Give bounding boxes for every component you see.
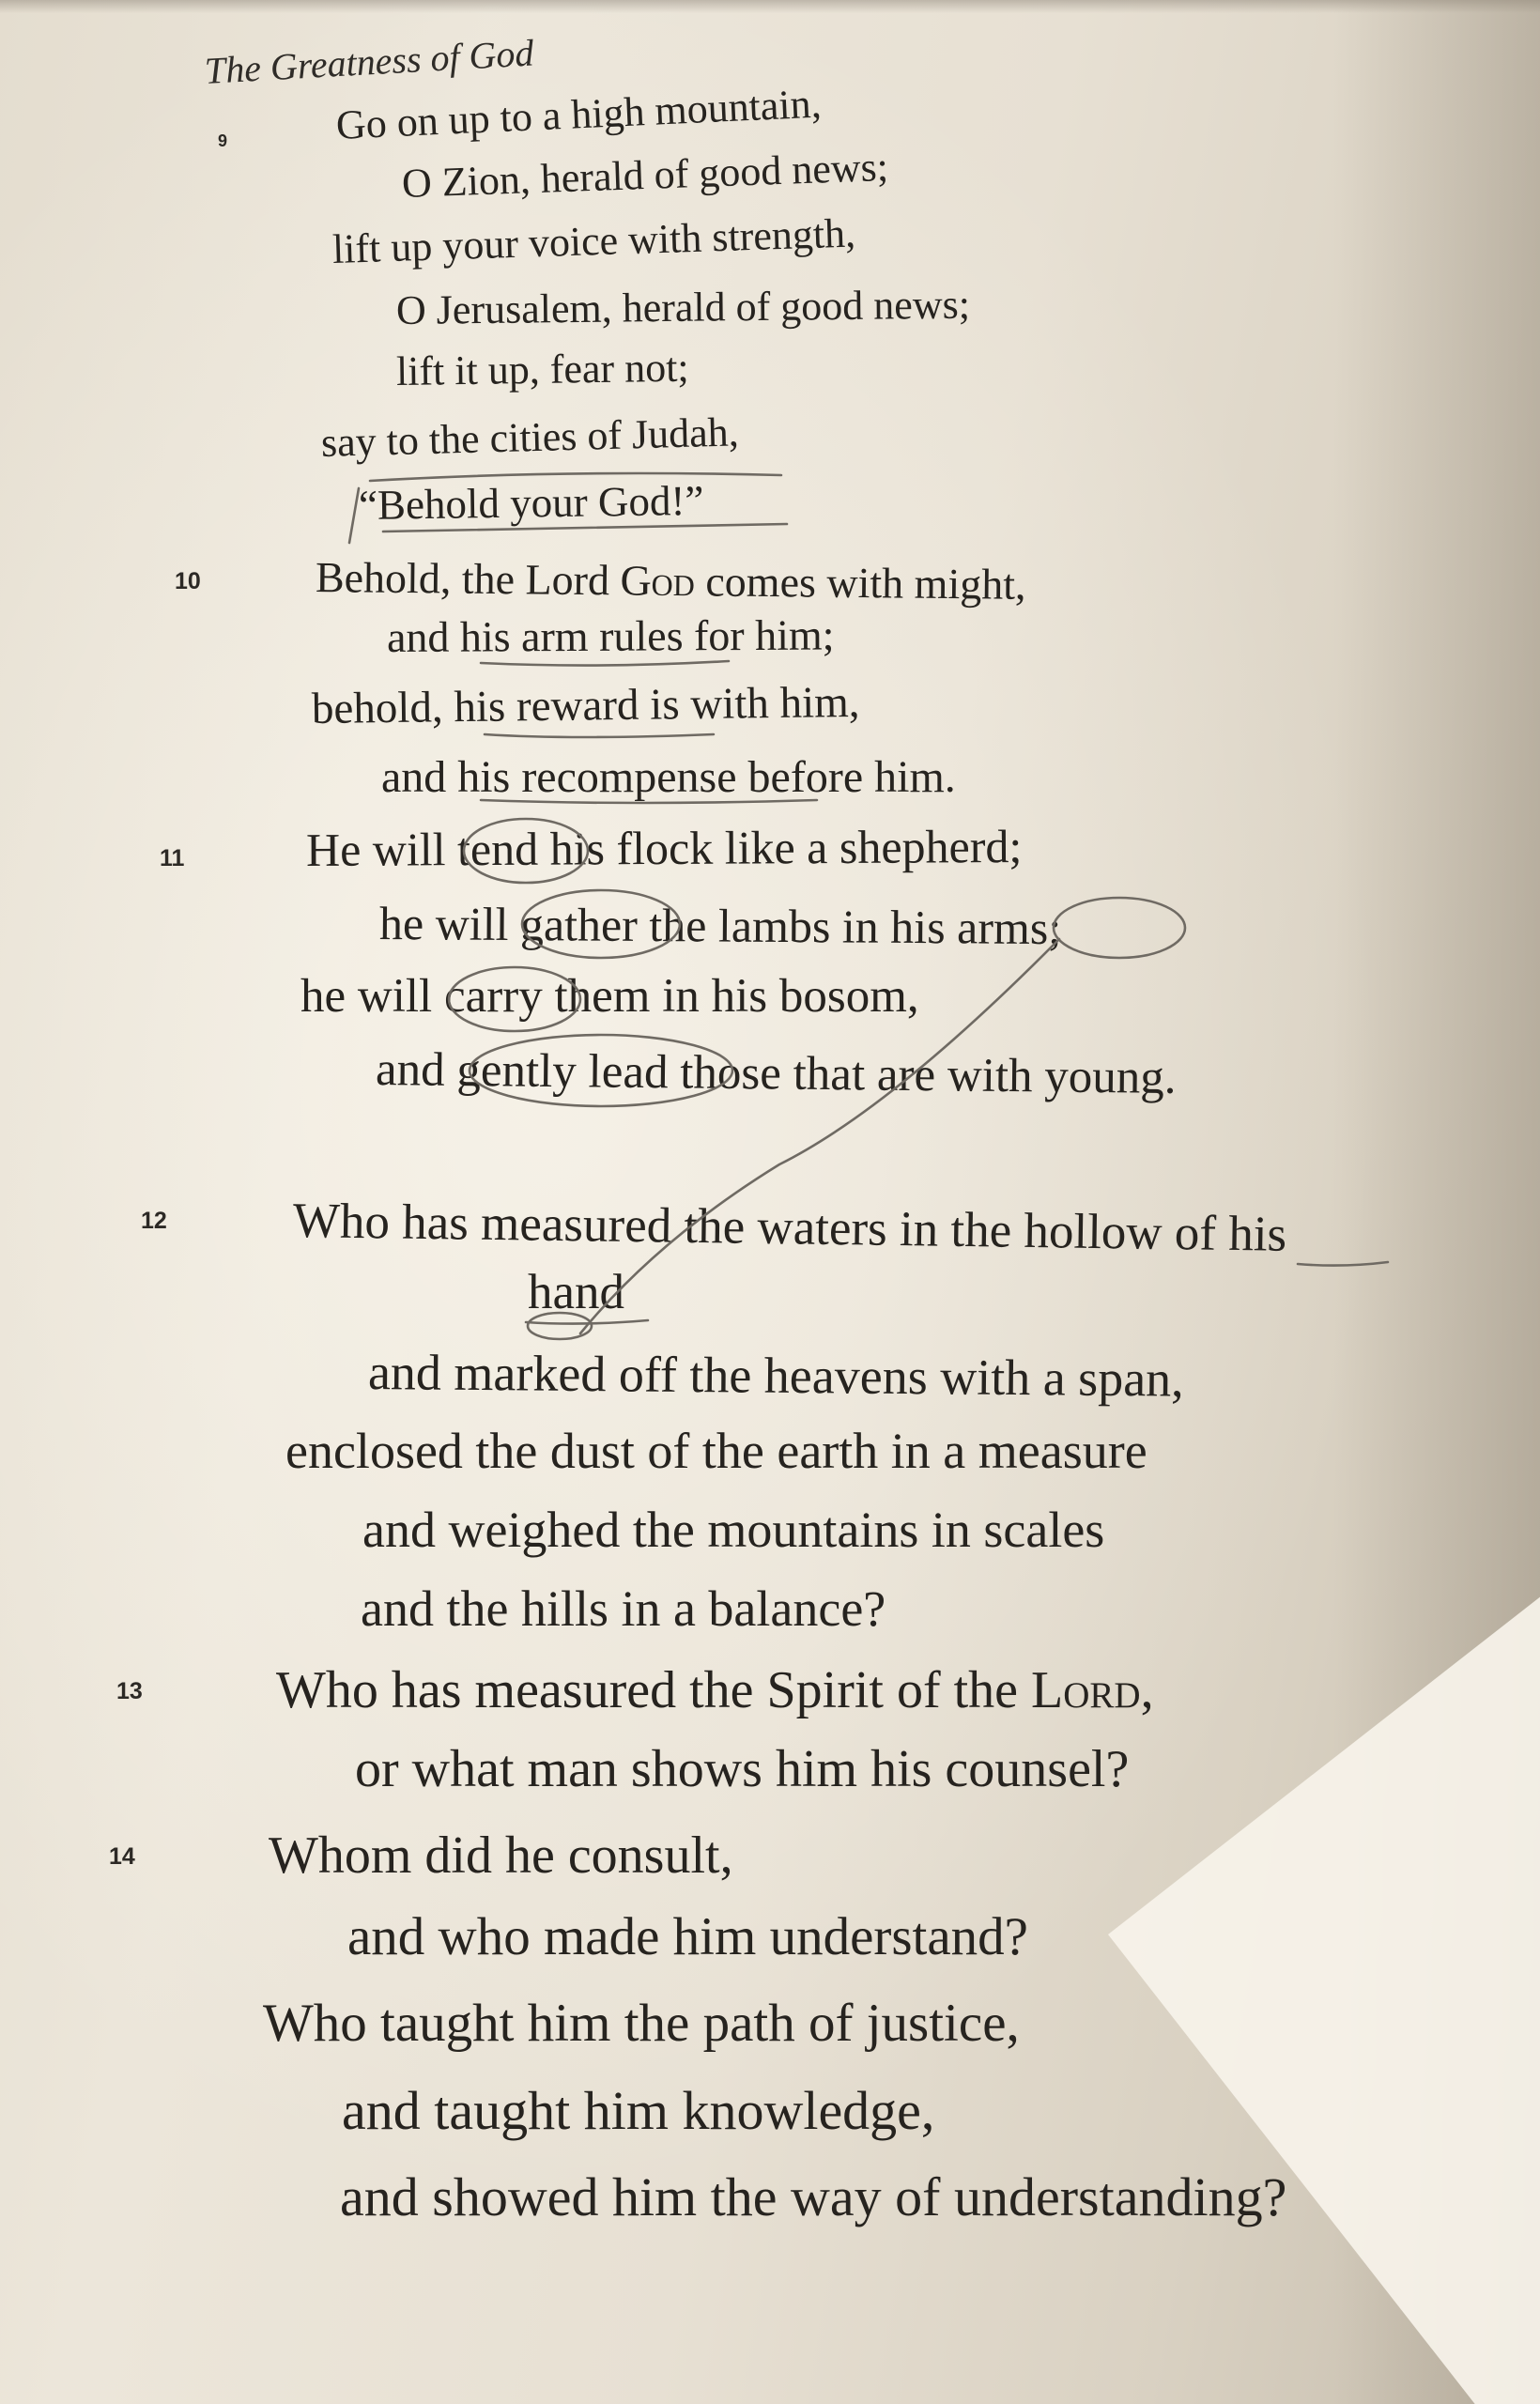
verse-line: hand — [528, 1265, 625, 1319]
verse-number-9: 9 — [218, 131, 228, 150]
divine-name: God — [620, 556, 696, 606]
verse-line: O Jerusalem, herald of good news; — [395, 281, 971, 333]
verse-line: and showed him the way of understanding? — [340, 2166, 1287, 2227]
pencil-underline — [485, 734, 714, 737]
verse-line: lift up your voice with strength, — [331, 209, 856, 272]
verse-line: O Zion, herald of good news; — [401, 143, 889, 207]
verse-line: Who has measured the waters in the hollow of his — [292, 1194, 1287, 1262]
verse-number-12: 12 — [141, 1208, 167, 1234]
verse-line: and taught him knowledge, — [342, 2080, 935, 2141]
verse-number-14: 14 — [109, 1843, 135, 1870]
verse-line: enclosed the dust of the earth in a measure — [285, 1423, 1147, 1479]
verse-number-10: 10 — [175, 568, 201, 594]
verse-line: he will gather the lambs in his arms; — [378, 897, 1062, 955]
verse-line: and his arm rules for him; — [386, 610, 835, 661]
divine-name: Lord — [1031, 1661, 1141, 1719]
verse-number-11: 11 — [160, 845, 185, 871]
pencil-circle — [1054, 898, 1185, 958]
verse-line: Who taught him the path of justice, — [263, 1994, 1020, 2053]
pencil-underline — [481, 661, 729, 666]
verse-line: He will tend his flock like a shepherd; — [305, 820, 1023, 876]
verse-line: and his recompense before him. — [381, 752, 956, 802]
verse-line: Who has measured the Spirit of the Lord, — [276, 1661, 1154, 1719]
verse-line: he will carry them in his bosom, — [300, 970, 919, 1023]
verse-line: or what man shows him his counsel? — [355, 1740, 1130, 1798]
page-top-shadow — [0, 0, 1540, 13]
verse-line: and who made him understand? — [347, 1907, 1028, 1966]
verse-line: and weighed the mountains in scales — [362, 1502, 1105, 1558]
verse-line: and the hills in a balance? — [361, 1580, 886, 1637]
verse-line: and marked off the heavens with a span, — [367, 1344, 1184, 1408]
pencil-bracket — [349, 488, 359, 543]
pencil-underline — [526, 1320, 648, 1324]
verse-line: say to the cities of Judah, — [320, 408, 740, 466]
verse-line: and gently lead those that are with young. — [375, 1043, 1177, 1104]
verse-number-13: 13 — [116, 1678, 143, 1704]
verse-line: “Behold your God!” — [358, 476, 704, 529]
verse-line: behold, his reward is with him, — [311, 677, 860, 733]
verse-line: Whom did he consult, — [269, 1826, 733, 1885]
section-heading: The Greatness of God — [203, 31, 535, 92]
verse-line: Go on up to a high mountain, — [334, 80, 823, 148]
verse-line: lift it up, fear not; — [395, 344, 689, 394]
verse-line: Behold, the Lord God comes with might, — [315, 553, 1026, 609]
